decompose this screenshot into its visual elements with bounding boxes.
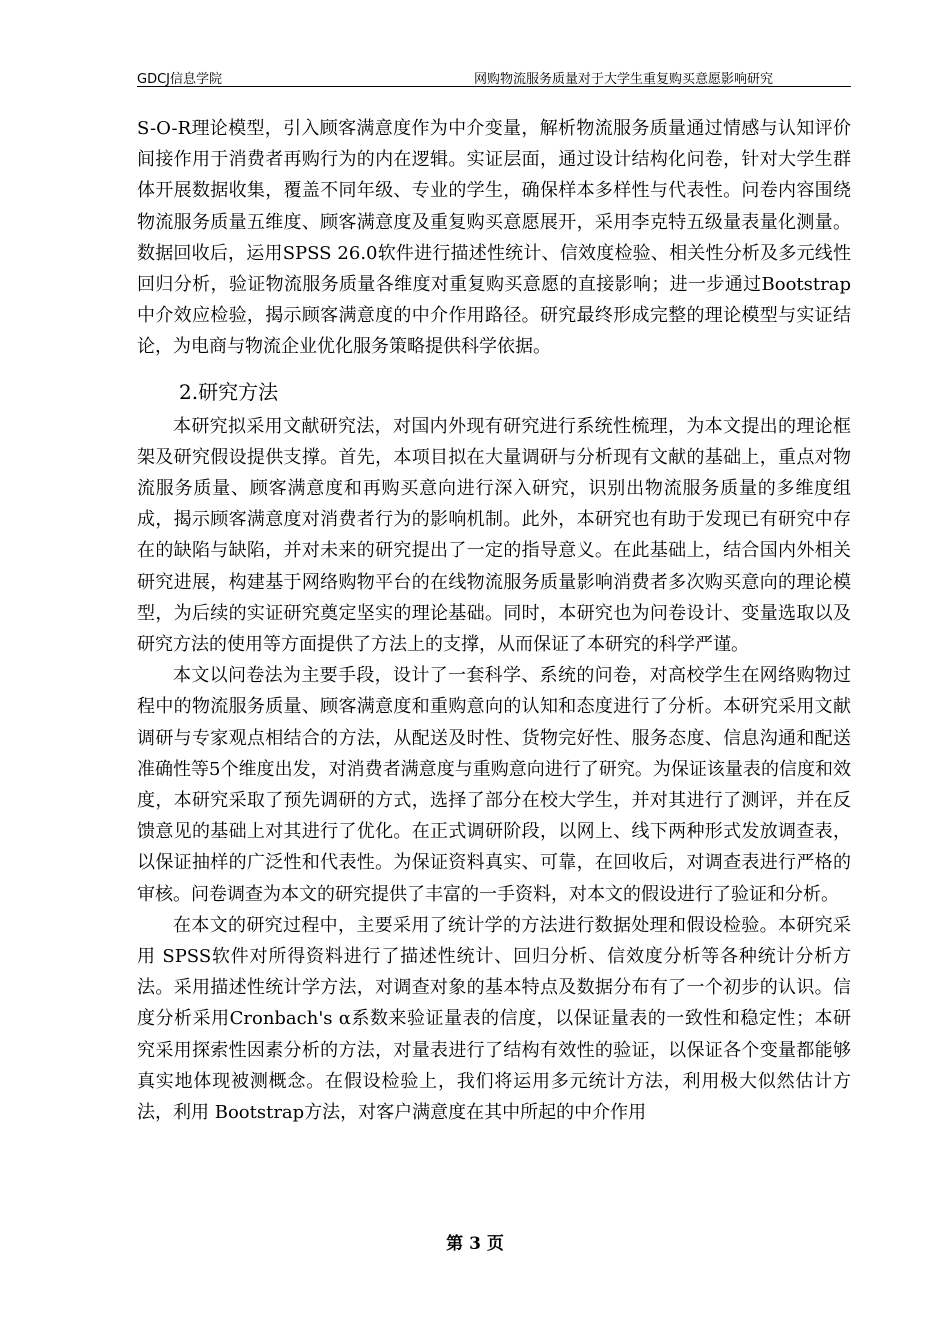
- header-title: 网购物流服务质量对于大学生重复购买意愿影响研究: [473, 72, 773, 87]
- page-number: 第 3 页: [446, 1234, 504, 1254]
- header-institution: GDCJ信息学院: [137, 72, 222, 87]
- document-body: [137, 113, 851, 1128]
- section-heading: 2.研究方法: [179, 379, 279, 404]
- paragraph-statistical-method: 在本文的研究过程中，主要采用了统计学的方法进行数据处理和假设检验。本研究采用 SPSS软件对所得资料进行了描述性统计、回归分析、信效度分析等各种统计分析方法。采用描述性统计学方法，对调查对象的基本特点及数据分布有了一个初步的认识。信度分析采用Cronbach's α系数来验证量表的信度，以保证量表的一致性和稳定性；本研究采用探索性因素分析的方法，对量表进行了结构有效性的验证，以保证各个变量都能够真实地体现被测概念。在假设检验上，我们将运用多元统计方法，利用极大似然估计方法，利用 Bootstrap方法，对客户满意度在其中所起的中介作用: [137, 914, 851, 1124]
- page-header: [137, 66, 851, 87]
- paragraph-literature-method: 本研究拟采用文献研究法，对国内外现有研究进行系统性梳理，为本文提出的理论框架及研究假设提供支撑。首先，本项目拟在大量调研与分析现有文献的基础上，重点对物流服务质量、顾客满意度和再购买意向进行深入研究，识别出物流服务质量的多维度组成，揭示顾客满意度对消费者行为的影响机制。此外，本研究也有助于发现已有研究中存在的缺陷与缺陷，并对未来的研究提出了一定的指导意义。在此基础上，结合国内外相关研究进展，构建基于网络购物平台的在线物流服务质量影响消费者多次购买意向的理论模型，为后续的实证研究奠定坚实的理论基础。同时，本研究也为问卷设计、变量选取以及研究方法的使用等方面提供了方法上的支撑，从而保证了本研究的科学严谨。: [137, 415, 851, 656]
- paragraph-questionnaire-method: 本文以问卷法为主要手段，设计了一套科学、系统的问卷，对高校学生在网络购物过程中的物流服务质量、顾客满意度和重购意向的认知和态度进行了分析。本研究采用文献调研与专家观点相结合的方法，从配送及时性、货物完好性、服务态度、信息沟通和配送准确性等5个维度出发，对消费者满意度与重购意向进行了研究。为保证该量表的信度和效度，本研究采取了预先调研的方式，选择了部分在校大学生，并对其进行了测评，并在反馈意见的基础上对其进行了优化。在正式调研阶段，以网上、线下两种形式发放调查表，以保证抽样的广泛性和代表性。为保证资料真实、可靠，在回收后，对调查表进行严格的审核。问卷调查为本文的研究提供了丰富的一手资料，对本文的假设进行了验证和分析。: [137, 665, 851, 905]
- paragraph-continued: S-O-R理论模型，引入顾客满意度作为中介变量，解析物流服务质量通过情感与认知评价间接作用于消费者再购行为的内在逻辑。实证层面，通过设计结构化问卷，针对大学生群体开展数据收集，覆盖不同年级、专业的学生，确保样本多样性与代表性。问卷内容围绕物流服务质量五维度、顾客满意度及重复购买意愿展开，采用李克特五级量表量化测量。数据回收后，运用SPSS 26.0软件进行描述性统计、信效度检验、相关性分析及多元线性回归分析，验证物流服务质量各维度对重复购买意愿的直接影响；进一步通过Bootstrap中介效应检验，揭示顾客满意度的中介作用路径。研究最终形成完整的理论模型与实证结论，为电商与物流企业优化服务策略提供科学依据。: [137, 118, 851, 358]
